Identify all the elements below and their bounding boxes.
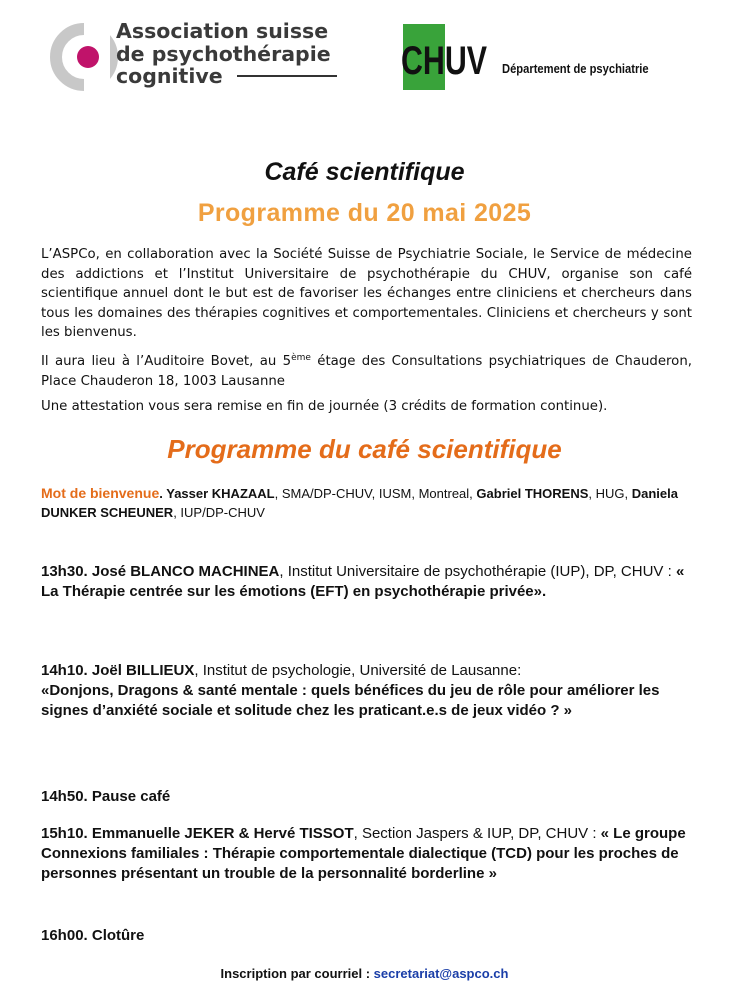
program-item: [41, 661, 701, 721]
speaker-affiliation: , SMA/DP-CHUV, IUSM, Montreal,: [274, 486, 477, 501]
program-talk-title: «Donjons, Dragons & santé mentale : quels bénéfices du jeu de rôle pour améliorer les signes d’anxiété sociale et solitude chez les praticant.e.s de jeux vidéo ? »: [41, 682, 660, 719]
program-affiliation: , Section Jaspers & IUP, DP, CHUV :: [353, 825, 601, 842]
program-time-speaker: 15h10. Emmanuelle JEKER & Hervé TISSOT: [41, 825, 354, 842]
venue-text-start: Il aura lieu à l’Auditoire Bovet, au 5: [41, 354, 292, 369]
page-title: Café scientifique: [264, 158, 465, 186]
registration-email-link[interactable]: secretariat@aspco.ch: [373, 966, 509, 981]
aspco-name-line-3: [116, 65, 337, 88]
speaker-name: Gabriel THORENS: [476, 486, 589, 501]
program-item: [41, 787, 701, 807]
chuv-department: Département de psychiatrie: [502, 61, 649, 76]
program-affiliation: , Institut de psychologie, Université de Lausanne:: [194, 662, 522, 679]
program-item: [41, 824, 701, 884]
venue-paragraph: [41, 352, 692, 391]
floor-superscript: ème: [291, 353, 311, 363]
aspco-mark-icon: [50, 22, 108, 92]
program-affiliation: , Institut Universitaire de psychothérapie (IUP), DP, CHUV :: [279, 563, 676, 580]
aspco-name-line-2: de psychothérapie: [116, 41, 331, 66]
speaker-name: Yasser KHAZAAL: [166, 486, 275, 501]
chuv-logo-icon: [399, 24, 489, 90]
program-closing-label: 16h00. Clotûre: [41, 927, 145, 944]
programme-date-title: Programme du 20 mai 2025: [197, 199, 532, 227]
intro-paragraph: L’ASPCo, en collaboration avec la Société Suisse de Psychiatrie Sociale, le Service de médecine des addictions et l’Institut Universitaire de psychothérapie du CHUV, organise son café scientifique annuel dont le but est de favoriser les échanges entre cliniciens et chercheurs dans tous les domaines des thérapies cognitives et comportementales. Cliniciens et chercheurs y sont les bienvenus.: [41, 247, 692, 340]
program-time-speaker: 14h10. Joël BILLIEUX: [41, 662, 195, 679]
registration-footer: [0, 966, 729, 981]
program-time-speaker: 13h30. José BLANCO MACHINEA: [41, 563, 280, 580]
chuv-logo: [399, 24, 689, 94]
program-item: [41, 562, 701, 602]
program-break-label: 14h50. Pause café: [41, 788, 171, 805]
program-talk-title: « Le groupe Connexions familiales : Thérapie comportementale dialectique (TCD) pour les proches de personnes présentant un trouble de la personnalité borderline »: [41, 825, 686, 882]
programme-section-title: Programme du café scientifique: [167, 434, 562, 464]
aspco-name: [116, 20, 337, 88]
registration-label: Inscription par courriel :: [220, 966, 374, 981]
program-item: [41, 926, 701, 946]
aspco-underline: [237, 75, 337, 77]
venue-text-end: étage des Consultations psychiatriques de Chauderon, Place Chauderon 18, 1003 Lausanne: [41, 354, 692, 389]
attestation-paragraph: Une attestation vous sera remise en fin de journée (3 crédits de formation continue).: [41, 399, 608, 414]
chuv-logo-text: CHUV: [401, 39, 488, 83]
aspco-name-line-3-text: cognitive: [116, 64, 223, 88]
program-talk-title: « La Thérapie centrée sur les émotions (EFT) en psychothérapie privée».: [41, 563, 685, 600]
welcome-item: Mot de bienvenue. Yasser KHAZAAL, SMA/DP-CHUV, IUSM, Montreal, Gabriel THORENS, HUG, Daniela DUNKER SCHEUNER, IUP/DP-CHUV: [41, 485, 678, 520]
aspco-name-line-1: Association suisse: [116, 19, 329, 43]
welcome-label: Mot de bienvenue: [41, 485, 160, 501]
speaker-affiliation: , IUP/DP-CHUV: [173, 505, 265, 520]
speaker-affiliation: , HUG,: [588, 486, 632, 501]
aspco-logo: [50, 20, 350, 100]
speaker-name: Daniela DUNKER SCHEUNER: [41, 486, 678, 520]
